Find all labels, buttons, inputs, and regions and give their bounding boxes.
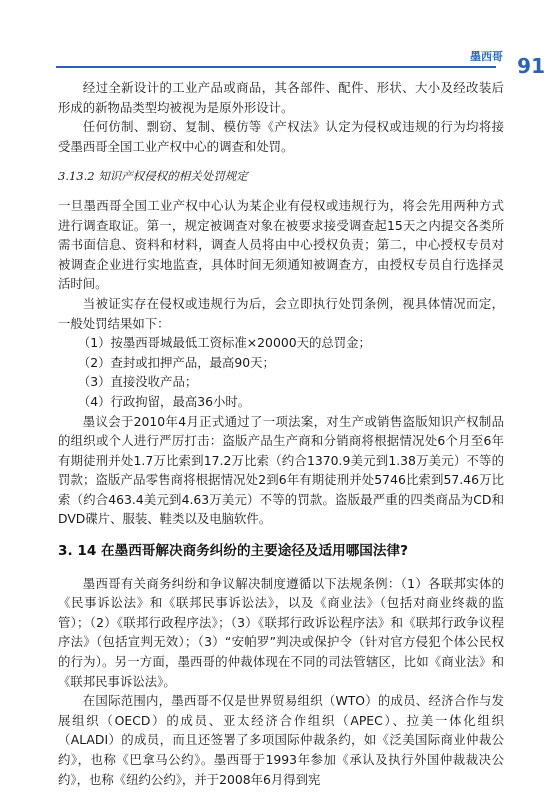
header-rule [56, 66, 496, 68]
penalty-item-confiscation: （3）直接没收产品； [77, 374, 198, 390]
section-heading-3-13-2: 3.13.2 知识产权侵权的相关处罚规定 [58, 169, 248, 184]
paragraph-design-definition: 经过全新设计的工业产品或商品，其各部件、配件、形状、大小及经改装后形成的新物品类型均被视为是原外形设计。 [58, 80, 504, 115]
penalty-item-seizure: （2）查封或扣押产品，最高90天； [77, 354, 275, 370]
running-header-title: 墨西哥 [470, 50, 503, 63]
paragraph-penalty-intro: 当被证实存在侵权或违规行为后，会立即执行处罚条例，视具体情况而定，一般处罚结果如下： [58, 295, 504, 331]
paragraph-dispute-regulations: 墨西哥有关商务纠纷和争议解决制度遵循以下法规条例：（1）各联邦实体的《民事诉讼法》和《联邦民事诉讼法》，以及《商业法》（包括对商业终裁的监管）；（2）《联邦行政程序法》；（3）《联邦行政诉讼程序法》和《联邦行政争议程序法》（包括宣判无效）；（3）“安帕罗”判决或保护令（针对官方侵犯个体公民权的行为）。另一方面，墨西哥的仲裁体现在不同的司法管辖区，比如《商业法》和《联邦民事诉讼法》。 [58, 575, 504, 689]
paragraph-international-arbitration: 在国际范围内，墨西哥不仅是世界贸易组织（WTO）的成员、经济合作与发展组织（OECD）的成员、亚太经济合作组织（APEC）、拉美一体化组织（ALADI）的成员，而且还签署了多项国际仲裁条约，如《泛美国际商业仲裁公约》，也称《巴拿马公约》。墨西哥于1993年参加《承认及执行外国仲裁裁决公约》，也称《纽约公约》，并于2008年6月得到宪 [58, 693, 504, 787]
penalty-item-fine: （1）按墨西哥城最低工资标准×20000天的总罚金； [77, 335, 371, 351]
page-body [58, 78, 504, 789]
paragraph-piracy-law: 墨议会于2010年4月正式通过了一项法案，对生产或销售盗版知识产权制品的组织或个人进行严厉打击：盗版产品生产商和分销商将根据情况处6个月至6年有期徒刑并处1.7万比索到17.2万比索（约合1370.9美元到1.38万美元）不等的罚款；盗版产品零售商将根据情况处2到6年有期徒刑并处5746比索到57.46万比索（约合463.4美元到4.63万美元）不等的罚款。盗版最严重的四类商品为CD和DVD碟片、服装、鞋类以及电脑软件。 [58, 413, 504, 527]
penalty-item-detention: （4）行政拘留，最高36小时。 [77, 393, 251, 409]
paragraph-infringement-investigation: 任何仿制、剽窃、复制、模仿等《产权法》认定为侵权或违规的行为均将接受墨西哥全国工业产权中心的调查和处罚。 [58, 119, 504, 154]
page-number: 91 [517, 54, 545, 78]
section-heading-3-14: 3. 14 在墨西哥解决商务纠纷的主要途径及适用哪国法律? [58, 543, 408, 560]
paragraph-investigation-methods: 一旦墨西哥全国工业产权中心认为某企业有侵权或违规行为，将会先用两种方式进行调查取证。第一，规定被调查对象在被要求接受调查起15天之内提交各类所需书面信息、资料和材料，调查人员将由中心授权负责；第二，中心授权专员对被调查企业进行实地监查，具体时间无须通知被调查方，由授权专员自行选择灵活时间。 [58, 197, 504, 292]
